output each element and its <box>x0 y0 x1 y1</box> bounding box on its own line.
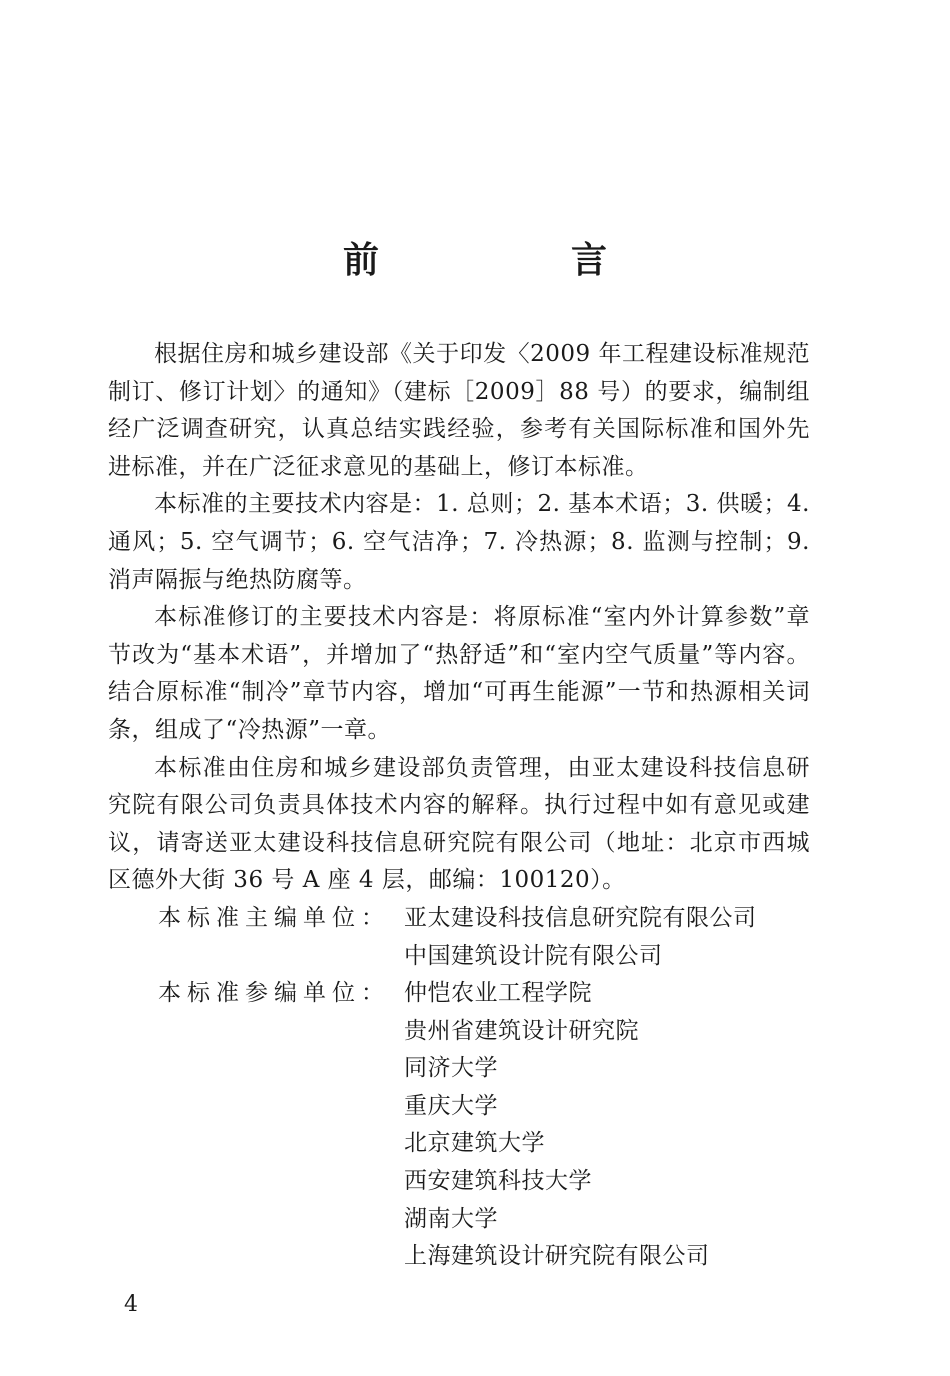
participating-editor-unit: 重庆大学 <box>404 1092 498 1119</box>
participating-editor-label: 本标准参编单位： <box>158 980 390 1007</box>
chief-editor-unit: 中国建筑设计院有限公司 <box>404 942 663 969</box>
participating-editor-unit: 湖南大学 <box>404 1205 498 1232</box>
participating-editor-unit: 贵州省建筑设计研究院 <box>404 1017 639 1044</box>
paragraph-basis: 根据住房和城乡建设部《关于印发〈2009 年工程建设标准规范制订、修订计划〉的通知》（建标［2009］88 号）的要求，编制组经广泛调查研究，认真总结实践经验，参考有关国际标准和国外先进标准，并在广泛征求意见的基础上，修订本标准。 <box>108 341 810 480</box>
participating-editor-list <box>404 975 710 1276</box>
chief-editor-unit: 亚太建设科技信息研究院有限公司 <box>404 904 757 931</box>
chief-editor-units <box>108 900 810 975</box>
paragraph-management: 本标准由住房和城乡建设部负责管理，由亚太建设科技信息研究院有限公司负责具体技术内容的解释。执行过程中如有意见或建议，请寄送亚太建设科技信息研究院有限公司（地址：北京市西城区德外大街 36 号 A 座 4 层，邮编：100120）。 <box>108 754 810 894</box>
participating-editor-row <box>108 975 810 1276</box>
paragraph-main-content: 本标准的主要技术内容是：1. 总则；2. 基本术语；3. 供暖；4. 通风；5. 空气调节；6. 空气洁净；7. 冷热源；8. 监测与控制；9. 消声隔振与绝热防腐等。 <box>108 491 810 593</box>
page-title: 前 言 <box>342 239 685 281</box>
participating-editor-unit: 西安建筑科技大学 <box>404 1168 592 1195</box>
participating-editor-unit: 仲恺农业工程学院 <box>404 980 592 1007</box>
chief-editor-label: 本标准主编单位： <box>158 904 390 931</box>
paragraph-revision-content: 本标准修订的主要技术内容是：将原标准“室内外计算参数”章节改为“基本术语”，并增加了“热舒适”和“室内空气质量”等内容。结合原标准“制冷”章节内容，增加“可再生能源”一节和热源相关词条，组成了“冷热源”一章。 <box>108 604 810 743</box>
participating-editor-units <box>108 975 810 1276</box>
participating-editor-unit: 同济大学 <box>404 1055 498 1082</box>
preface-body <box>108 336 810 1276</box>
participating-editor-unit: 上海建筑设计研究院有限公司 <box>404 1243 710 1270</box>
page-number: 4 <box>124 1292 138 1317</box>
chief-editor-list <box>404 900 757 975</box>
participating-editor-unit: 北京建筑大学 <box>404 1130 545 1157</box>
chief-editor-row <box>108 900 810 975</box>
